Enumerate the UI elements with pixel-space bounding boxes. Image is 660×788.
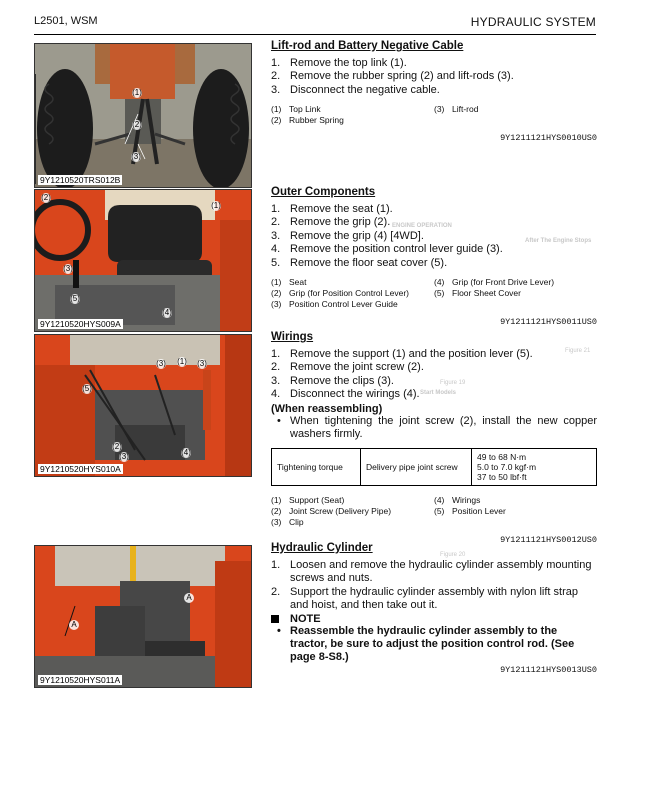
torque-item: Delivery pipe joint screw [361,449,472,486]
photo1-callout-2: (2) [132,120,142,129]
step-item: 2. Remove the rubber spring (2) and lift-rods (3). [271,70,514,83]
steps-list [271,57,597,97]
step-item: 3. Disconnect the negative cable. [271,83,440,96]
photo4-callout-a-left: A [69,620,79,630]
step-item: 1. Loosen and remove the hydraulic cylinder assembly mounting screws and nuts. [271,559,592,585]
legend-item: (3) Clip [271,517,304,528]
legend-item: (2) Rubber Spring [271,115,344,126]
step-item: 2. Support the hydraulic cylinder assembly with nylon lift strap and hoist, and then take out it. [271,585,578,612]
torque-table [271,448,597,486]
photo3-callout-5: (5) [82,384,92,393]
photo4-caption: 9Y1210520HYS011A [40,675,121,685]
bleed-start-models: Start Models [420,390,457,396]
note-body: • Reassemble the hydraulic cylinder assembly to the tractor, be sure to adjust the position control rod. (See page 8-S8.) [277,624,575,664]
step-item: 5. Remove the floor seat cover (5). [271,256,448,269]
photo3-callout-4: (4) [181,448,191,457]
section-title: Wirings [271,331,314,343]
legend-item: (2) Grip (for Position Control Lever) [271,288,409,299]
photo3-callout-3c: (3) [119,452,129,461]
bleed-after-stops: After The Engine Stops [525,238,592,244]
note-heading: NOTE [271,613,597,625]
legend-item: (3) Position Control Lever Guide [271,299,398,310]
bleed-figure-21: Figure 21 [565,348,591,354]
bleed-engine-operation: ENGINE OPERATION [392,223,452,229]
photo3-callout-3a: (3) [156,359,166,368]
section-outer-components [271,186,597,327]
parts-legend [271,277,597,309]
step-item: 1. Remove the top link (1). [271,57,407,69]
section-wirings [271,331,597,545]
bleed-figure-20: Figure 20 [440,552,466,558]
step-item: 1. Remove the support (1) and the position lever (5). [271,348,533,360]
step-item: 2. Remove the grip (2). [271,216,391,229]
section-title: Lift-rod and Battery Negative Cable [271,40,464,52]
photo-hydraulic-cylinder [34,545,252,688]
step-item: 1. Remove the seat (1). [271,203,393,215]
reassembling-bullet: • When tightening the joint screw (2), install the new copper washers firmly. [277,414,597,441]
legend-item: (1) Top Link [271,104,321,115]
legend-item: (1) Seat [271,277,307,288]
parts-legend [271,104,597,125]
legend-item: (4) Wirings [434,495,481,506]
reassembling-heading: (When reassembling) [271,402,383,415]
steps-list [271,203,597,270]
reference-code: 9Y1211121HYS0013US0 [500,664,597,675]
photo3-callout-2: (2) [112,442,122,451]
header-section-title: HYDRAULIC SYSTEM [470,15,596,29]
photo-wirings [34,334,252,477]
torque-label: Tightening torque [272,449,361,486]
steps-list [271,348,597,402]
bleed-figure-19: Figure 19 [440,380,466,386]
section-hydraulic-cylinder [271,542,597,675]
photo2-callout-3: (3) [63,264,73,273]
torque-values: 49 to 68 N·m 5.0 to 7.0 kgf·m 37 to 50 lbf·ft [472,449,597,486]
section-title: Hydraulic Cylinder [271,542,373,554]
header-model: L2501, WSM [34,15,98,27]
steps-list [271,559,597,613]
step-item: 4. Remove the position control lever guide (3). [271,243,503,256]
step-item: 4. Disconnect the wirings (4). [271,388,420,401]
photo-outer-components [34,189,252,332]
legend-item: (1) Support (Seat) [271,495,345,506]
header-rule [34,34,596,35]
legend-item: (5) Floor Sheet Cover [434,288,521,299]
legend-item: (3) Lift-rod [434,104,479,115]
section-lift-rod [271,40,597,143]
lift-rod-illustration [35,44,251,187]
photo2-caption: 9Y1210520HYS009A [40,319,121,329]
photo3-callout-1: (1) [177,357,187,366]
photo1-caption: 9Y1210520TRS012B [40,175,121,185]
seat-illustration [35,190,251,331]
photo2-callout-1: (1) [211,201,221,210]
photo1-callout-1: (1) [132,88,142,97]
reference-code: 9Y1211121HYS0011US0 [500,317,597,328]
photo3-caption: 9Y1210520HYS010A [40,464,121,474]
photo3-callout-3b: (3) [197,359,207,368]
photo-lift-rod [34,43,252,188]
legend-item: (4) Grip (for Front Drive Lever) [434,277,555,288]
photo2-callout-2: (2) [41,193,51,202]
photo1-callout-3: (3) [131,152,141,161]
reference-code: 9Y1211121HYS0012US0 [500,535,597,546]
step-item: 2. Remove the joint screw (2). [271,361,424,374]
step-item: 3. Remove the clips (3). [271,374,394,387]
photo2-callout-5: (5) [70,294,80,303]
note-square-icon [271,615,279,623]
section-title: Outer Components [271,186,376,198]
legend-item: (2) Joint Screw (Delivery Pipe) [271,506,392,517]
parts-legend [271,495,597,527]
legend-item: (5) Position Lever [434,506,506,517]
reference-code: 9Y1211121HYS0010US0 [500,133,597,144]
cylinder-illustration [35,546,251,687]
step-item: 3. Remove the grip (4) [4WD]. [271,229,424,242]
wirings-illustration [35,335,251,476]
photo2-callout-4: (4) [162,308,172,317]
photo4-callout-a-right: A [184,593,194,603]
